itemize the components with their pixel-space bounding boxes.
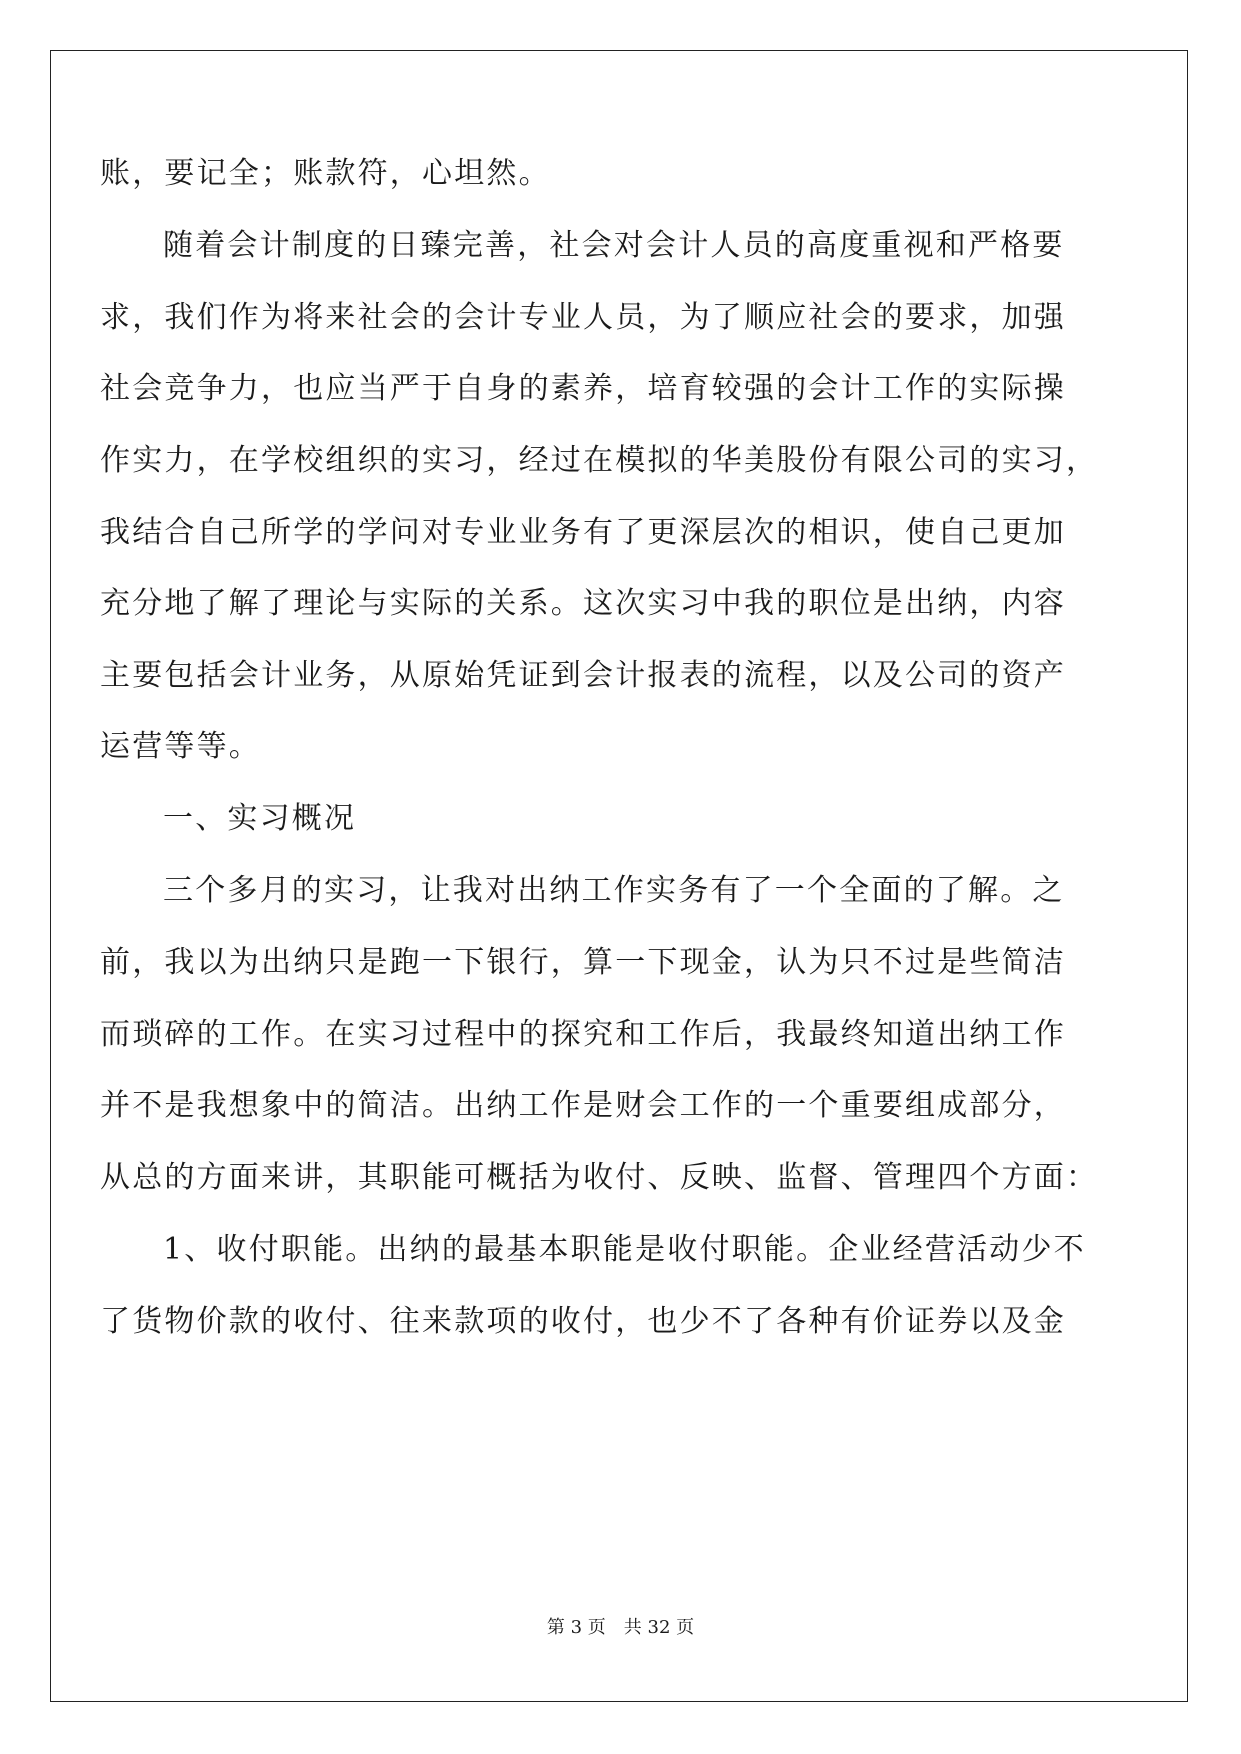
page-footer [0,1616,1241,1640]
text-line: 账，要记全；账款符，心坦然。 [100,156,551,191]
section-heading: 一、实习概况 [163,801,357,836]
text-line: 作实力，在学校组织的实习，经过在模拟的华美股份有限公司的实习， [100,443,1099,478]
page-number: 第 3 页 [546,1617,606,1638]
text-line: 从总的方面来讲，其职能可概括为收付、反映、监督、管理四个方面： [100,1160,1099,1195]
paragraph-start-line: 三个多月的实习，让我对出纳工作实务有了一个全面的了解。之 [163,873,1065,908]
page-total: 共 32 页 [623,1617,695,1638]
text-line: 充分地了解了理论与实际的关系。这次实习中我的职位是出纳，内容 [100,586,1066,621]
paragraph-start-line: 1、收付职能。出纳的最基本职能是收付职能。企业经营活动少不 [163,1232,1086,1267]
text-line: 而琐碎的工作。在实习过程中的探究和工作后，我最终知道出纳工作 [100,1017,1066,1052]
text-line: 我结合自己所学的学问对专业业务有了更深层次的相识，使自己更加 [100,515,1066,550]
text-line: 主要包括会计业务，从原始凭证到会计报表的流程，以及公司的资产 [100,658,1066,693]
text-line: 并不是我想象中的简洁。出纳工作是财会工作的一个重要组成部分， [100,1088,1066,1123]
paragraph-start-line: 随着会计制度的日臻完善，社会对会计人员的高度重视和严格要 [163,228,1065,263]
text-line: 运营等等。 [100,729,261,764]
text-line: 了货物价款的收付、往来款项的收付，也少不了各种有价证券以及金 [100,1304,1066,1339]
text-line: 求，我们作为将来社会的会计专业人员，为了顺应社会的要求，加强 [100,300,1066,335]
text-line: 社会竞争力，也应当严于自身的素养，培育较强的会计工作的实际操 [100,371,1066,406]
text-line: 前，我以为出纳只是跑一下银行，算一下现金，认为只不过是些简洁 [100,945,1066,980]
